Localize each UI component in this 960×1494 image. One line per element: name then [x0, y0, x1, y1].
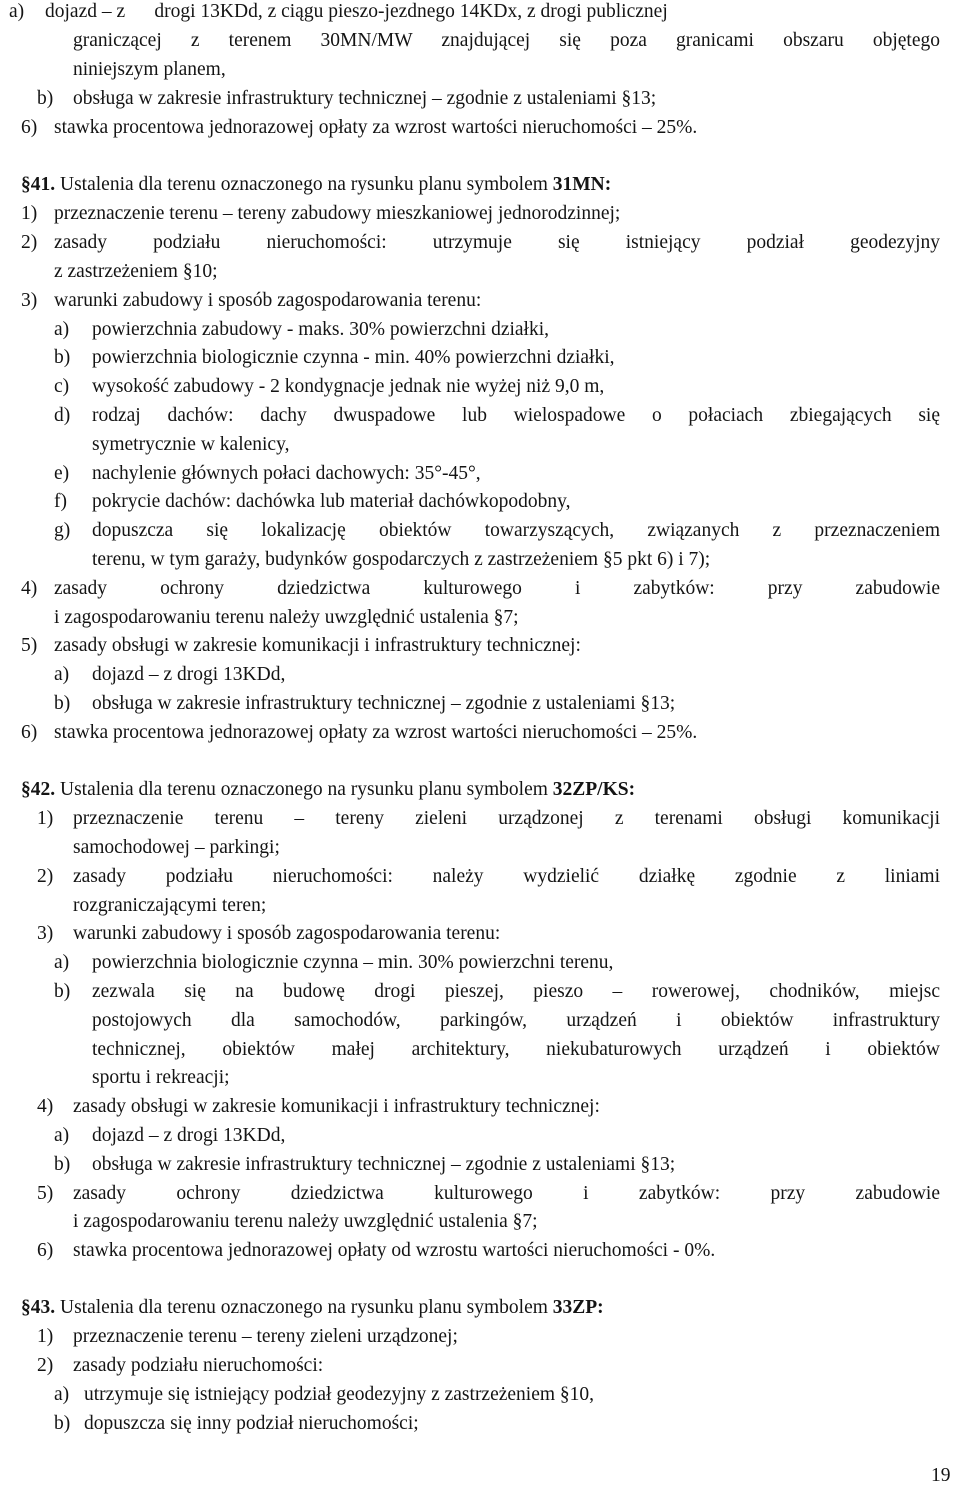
- text-line: [54, 260, 218, 284]
- text-line: [54, 1124, 285, 1148]
- list-marker: a): [54, 319, 70, 340]
- list-marker: 4): [21, 578, 38, 599]
- list-marker: 2): [37, 1355, 54, 1376]
- text-line: [92, 1066, 230, 1090]
- list-marker: 5): [37, 1183, 54, 1204]
- list-marker: f): [54, 491, 67, 512]
- text-line: [54, 980, 940, 1004]
- line-text: dojazd – z drogi 13KDd,: [92, 664, 286, 685]
- line-text: warunki zabudowy i sposób zagospodarowania terenu:: [73, 923, 501, 944]
- line-text: przeznaczenie terenu – tereny zabudowy mieszkaniowej jednorodzinnej;: [54, 203, 621, 224]
- text-line: [21, 202, 620, 226]
- line-text: zasady podziału nieruchomości: należy wydzielić działkę zgodnie z liniami: [73, 866, 940, 887]
- line-text: niniejszym planem,: [73, 59, 226, 80]
- line-text: sportu i rekreacji;: [92, 1067, 230, 1088]
- list-marker: 2): [21, 232, 38, 253]
- line-text: obsługa w zakresie infrastruktury technicznej – zgodnie z ustaleniami §13;: [92, 1154, 676, 1175]
- text-line: [54, 663, 285, 687]
- line-text: Ustalenia dla terenu oznaczonego na rysunku planu symbolem: [60, 779, 548, 800]
- text-line: [54, 606, 519, 630]
- line-text: obsługa w zakresie infrastruktury technicznej – zgodnie z ustaleniami §13;: [92, 693, 676, 714]
- line-text: terenu, w tym garaży, budynków gospodarczych z zastrzeżeniem §5 pkt 6) i 7);: [92, 549, 711, 570]
- text-line: [73, 894, 266, 918]
- line-text: obsługa w zakresie infrastruktury technicznej – zgodnie z ustaleniami §13;: [73, 88, 657, 109]
- line-text: stawka procentowa jednorazowej opłaty za wzrost wartości nieruchomości – 25%.: [54, 722, 698, 743]
- text-line: [9, 0, 940, 24]
- text-line: [37, 865, 940, 889]
- text-line: [37, 807, 940, 831]
- list-marker: 6): [21, 117, 38, 138]
- page-number: 19: [931, 1465, 951, 1486]
- line-text: powierzchnia biologicznie czynna – min. 30% powierzchni terenu,: [92, 952, 614, 973]
- line-text: rodzaj dachów: dachy dwuspadowe lub wielospadowe o połaciach zbiegających się: [92, 405, 940, 426]
- section-heading: [21, 173, 611, 197]
- line-text: z zastrzeżeniem §10;: [54, 261, 218, 282]
- text-line: [21, 721, 697, 745]
- line-text: samochodowej – parkingi;: [73, 837, 280, 858]
- line-text: zasady podziału nieruchomości:: [73, 1355, 324, 1376]
- text-line: [54, 462, 481, 486]
- list-marker: 6): [37, 1240, 54, 1261]
- text-line: [37, 1239, 715, 1263]
- line-text: rozgraniczającymi teren;: [73, 895, 267, 916]
- list-marker: 4): [37, 1096, 54, 1117]
- line-text: stawka procentowa jednorazowej opłaty od wzrostu wartości nieruchomości - 0%.: [73, 1240, 716, 1261]
- line-text: nachylenie głównych połaci dachowych: 35°-45°,: [92, 463, 481, 484]
- line-text: zasady obsługi w zakresie komunikacji i infrastruktury technicznej:: [54, 635, 581, 656]
- text-line: [37, 922, 500, 946]
- list-marker: 3): [37, 923, 54, 944]
- line-text: wysokość zabudowy - 2 kondygnacje jednak nie wyżej niż 9,0 m,: [92, 376, 605, 397]
- text-line: [54, 1383, 594, 1407]
- text-line: [73, 836, 280, 860]
- text-line: [37, 1354, 323, 1378]
- list-marker: b): [54, 347, 71, 368]
- text-line: [54, 951, 613, 975]
- line-text: zezwala się na budowę drogi pieszej, pieszo – rowerowej, chodników, miejsc: [92, 981, 940, 1002]
- text-line: [54, 318, 549, 342]
- text-line: [54, 404, 940, 428]
- list-marker: b): [54, 1413, 71, 1434]
- line-text: dojazd – z drogi 13KDd, z ciągu pieszo-jezdnego 14KDx, z drogi publicznej: [45, 1, 668, 22]
- line-text: powierzchnia zabudowy - maks. 30% powierzchni działki,: [92, 319, 550, 340]
- list-marker: c): [54, 376, 70, 397]
- list-marker: d): [54, 405, 71, 426]
- text-line: [54, 375, 604, 399]
- line-text: dopuszcza się lokalizację obiektów towarzyszących, związanych z przeznaczeniem: [92, 520, 940, 541]
- text-line: [21, 577, 940, 601]
- list-marker: b): [54, 981, 71, 1002]
- text-line: [73, 29, 940, 53]
- line-text: i zagospodarowaniu terenu należy uwzględnić ustalenia §7;: [54, 607, 519, 628]
- list-marker: b): [54, 693, 71, 714]
- text-line: [21, 231, 940, 255]
- list-marker: 1): [37, 808, 54, 829]
- list-marker: 5): [21, 635, 38, 656]
- line-text: dopuszcza się inny podział nieruchomości;: [84, 1413, 419, 1434]
- list-marker: e): [54, 463, 70, 484]
- text-line: [37, 1325, 458, 1349]
- list-marker: 1): [37, 1326, 54, 1347]
- line-text: powierzchnia biologicznie czynna - min. 40% powierzchni działki,: [92, 347, 615, 368]
- line-text: zasady obsługi w zakresie komunikacji i infrastruktury technicznej:: [73, 1096, 600, 1117]
- text-line: [92, 548, 710, 572]
- list-marker: 3): [21, 290, 38, 311]
- section-number: §43.: [21, 1297, 56, 1318]
- text-line: [92, 1009, 940, 1033]
- list-marker: a): [54, 1384, 70, 1405]
- list-marker: a): [54, 952, 70, 973]
- symbol: 33ZP:: [552, 1297, 604, 1318]
- section-heading: [21, 778, 635, 802]
- line-text: warunki zabudowy i sposób zagospodarowania terenu:: [54, 290, 482, 311]
- line-text: przeznaczenie terenu – tereny zieleni urządzonej z terenami obsługi komunikacji: [73, 808, 940, 829]
- line-text: zasady ochrony dziedzictwa kulturowego i zabytków: przy zabudowie: [54, 578, 940, 599]
- text-line: [73, 1210, 538, 1234]
- text-line: [21, 116, 697, 140]
- text-line: [21, 634, 581, 658]
- line-text: Ustalenia dla terenu oznaczonego na rysunku planu symbolem: [60, 174, 548, 195]
- list-marker: a): [9, 1, 25, 22]
- text-line: [54, 346, 615, 370]
- list-marker: 2): [37, 866, 54, 887]
- list-marker: a): [54, 664, 70, 685]
- symbol: 32ZP/KS:: [552, 779, 636, 800]
- text-line: [37, 1182, 940, 1206]
- text-line: [54, 1412, 419, 1436]
- symbol: 31MN:: [552, 174, 612, 195]
- line-text: przeznaczenie terenu – tereny zieleni urządzonej;: [73, 1326, 458, 1347]
- line-text: utrzymuje się istniejący podział geodezyjny z zastrzeżeniem §10,: [84, 1384, 595, 1405]
- section-heading: [21, 1296, 604, 1320]
- text-line: [37, 87, 656, 111]
- list-marker: b): [37, 88, 54, 109]
- text-line: [54, 692, 675, 716]
- line-text: zasady podziału nieruchomości: utrzymuje się istniejący podział geodezyjny: [54, 232, 940, 253]
- line-text: postojowych dla samochodów, parkingów, urządzeń i obiektów infrastruktury: [92, 1010, 940, 1031]
- list-marker: 1): [21, 203, 38, 224]
- line-text: pokrycie dachów: dachówka lub materiał dachówkopodobny,: [92, 491, 571, 512]
- section-number: §41.: [21, 174, 56, 195]
- text-line: [92, 433, 289, 457]
- line-text: Ustalenia dla terenu oznaczonego na rysunku planu symbolem: [60, 1297, 548, 1318]
- text-line: [92, 1038, 940, 1062]
- text-line: [54, 490, 571, 514]
- list-marker: 6): [21, 722, 38, 743]
- text-line: [21, 289, 481, 313]
- section-number: §42.: [21, 779, 56, 800]
- line-text: graniczącej z terenem 30MN/MW znajdującej się poza granicami obszaru objętego: [73, 30, 940, 51]
- text-line: [54, 1153, 675, 1177]
- line-text: technicznej, obiektów małej architektury, niekubaturowych urządzeń i obiektów: [92, 1039, 940, 1060]
- line-text: stawka procentowa jednorazowej opłaty za wzrost wartości nieruchomości – 25%.: [54, 117, 698, 138]
- line-text: dojazd – z drogi 13KDd,: [92, 1125, 286, 1146]
- list-marker: b): [54, 1154, 71, 1175]
- text-line: [54, 519, 940, 543]
- text-line: [37, 1095, 600, 1119]
- line-text: i zagospodarowaniu terenu należy uwzględnić ustalenia §7;: [73, 1211, 538, 1232]
- line-text: symetrycznie w kalenicy,: [92, 434, 290, 455]
- line-text: zasady ochrony dziedzictwa kulturowego i zabytków: przy zabudowie: [73, 1183, 940, 1204]
- text-line: [73, 58, 226, 82]
- list-marker: a): [54, 1125, 70, 1146]
- list-marker: g): [54, 520, 71, 541]
